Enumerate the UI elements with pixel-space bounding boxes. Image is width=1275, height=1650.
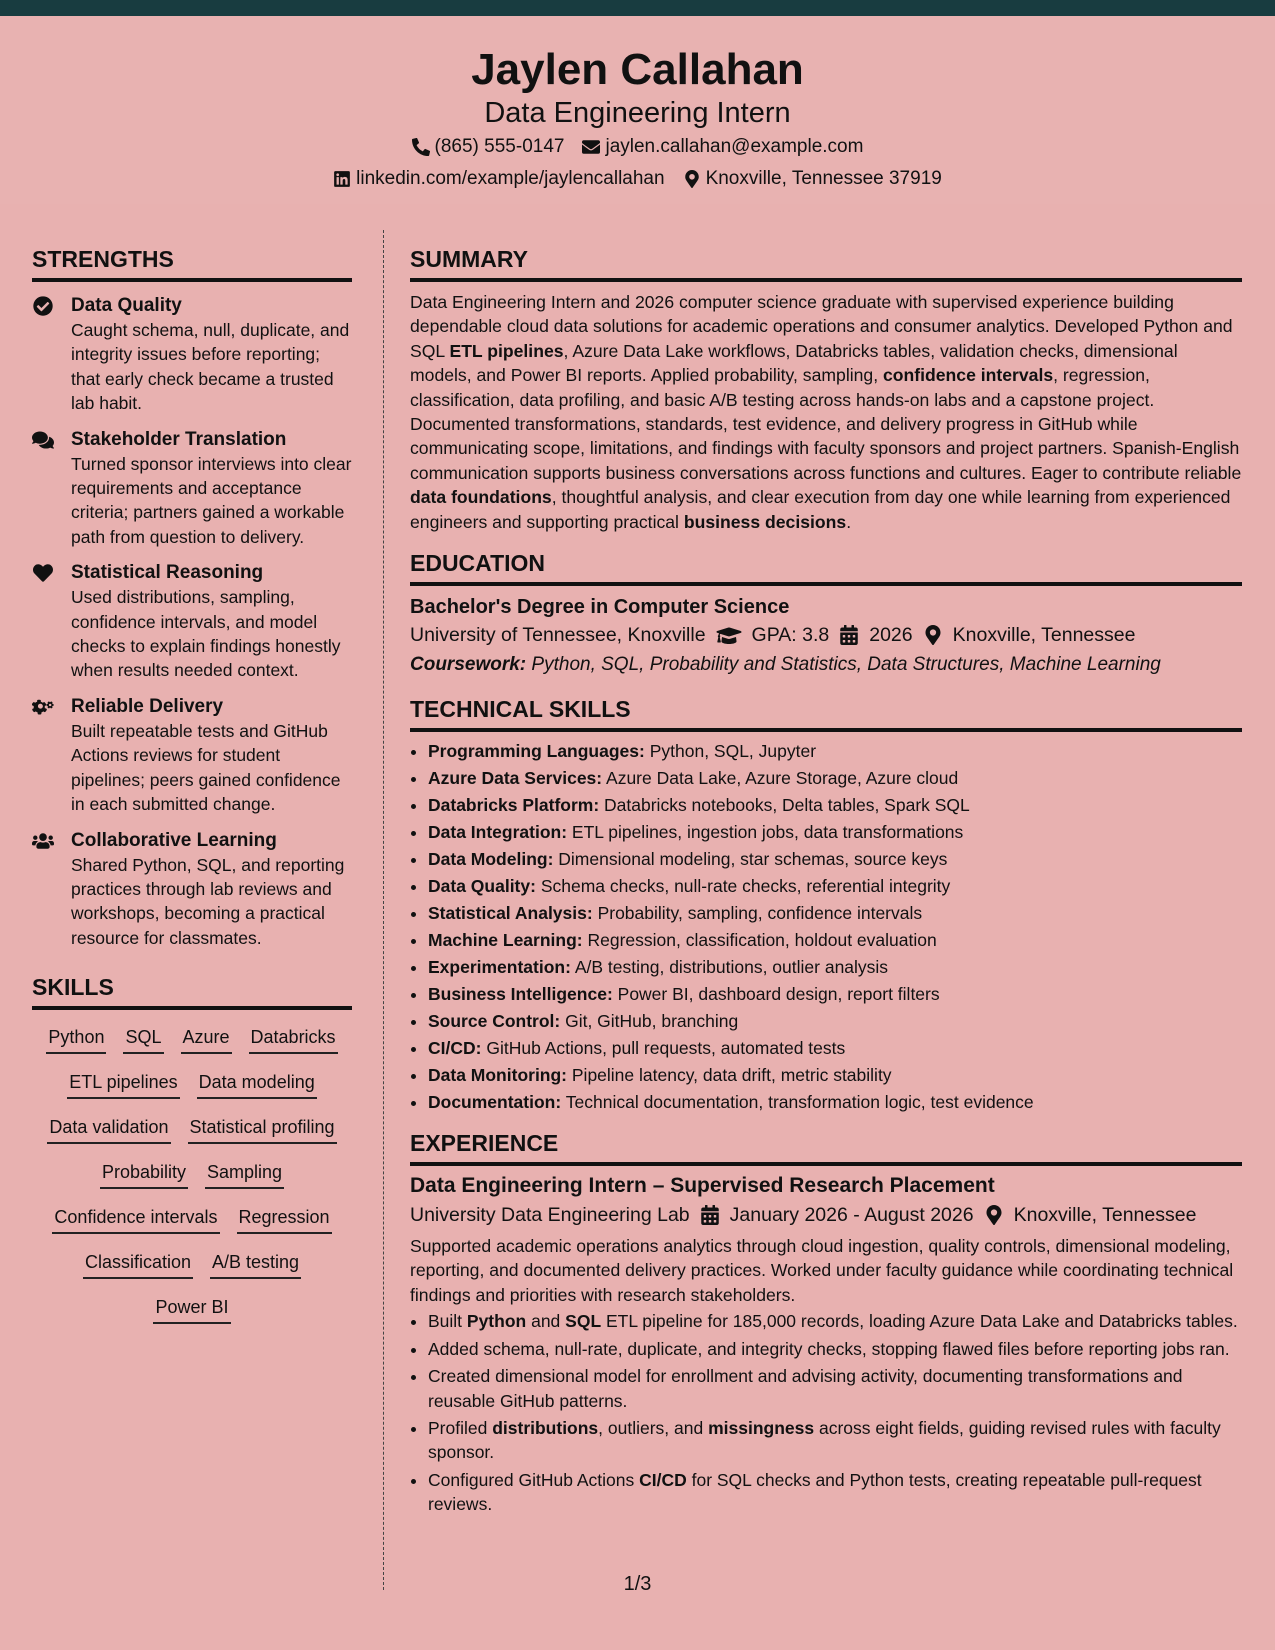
skill-chip: SQL <box>123 1025 163 1054</box>
list-item <box>428 1364 1242 1413</box>
skills-heading: SKILLS <box>32 972 352 1010</box>
skill-row <box>32 1065 352 1110</box>
skill-value: Dimensional modeling, star schemas, source keys <box>553 849 948 870</box>
phone-text: (865) 555-0147 <box>434 136 565 157</box>
skill-value: ETL pipelines, ingestion jobs, data transformations <box>567 822 964 843</box>
experience-meta <box>410 1200 1242 1230</box>
skill-row <box>32 1245 352 1290</box>
strength-item <box>32 829 352 951</box>
summary-text <box>410 290 1242 534</box>
skill-chip: Probability <box>100 1160 188 1189</box>
skill-value: Regression, classification, holdout evaluation <box>582 930 937 951</box>
strength-item <box>32 428 352 550</box>
strength-title: Data Quality <box>71 295 182 316</box>
degree-title: Bachelor's Degree in Computer Science <box>410 596 790 619</box>
coursework-list: Python, SQL, Probability and Statistics, Data Structures, Machine Learning <box>526 654 1161 676</box>
coursework-label: Coursework: <box>410 654 527 676</box>
list-item <box>428 1309 1242 1333</box>
education-heading: EDUCATION <box>410 548 1242 586</box>
list-item <box>428 900 1242 927</box>
comments-icon <box>32 430 54 450</box>
graduation-cap-icon <box>716 625 742 645</box>
bullet-bold: distributions <box>492 1417 599 1438</box>
skill-row <box>32 1155 352 1200</box>
list-item <box>428 1416 1242 1465</box>
bullet-fragment: across eight fields, guiding revised rules with faculty sponsor. <box>428 1417 1221 1463</box>
calendar-icon <box>839 625 859 645</box>
graduation-year: 2026 <box>869 624 913 647</box>
calendar-icon <box>700 1205 720 1225</box>
skill-chip: Confidence intervals <box>52 1205 219 1234</box>
strength-desc: Turned sponsor interviews into clear requirements and acceptance criteria; partners gained a workable path from question to delivery. <box>71 453 352 547</box>
contact-linkedin[interactable] <box>333 167 664 191</box>
contact-location <box>683 167 942 191</box>
map-marker-icon <box>984 1205 1004 1225</box>
skill-value: Azure Data Lake, Azure Storage, Azure cloud <box>602 768 959 789</box>
strength-desc: Caught schema, null, duplicate, and integrity issues before reporting; that early check became a trusted lab habit. <box>71 320 350 414</box>
email-text: jaylen.callahan@example.com <box>605 136 864 157</box>
employer-name: University Data Engineering Lab <box>410 1204 690 1227</box>
list-item <box>428 954 1242 981</box>
contact-row-2 <box>0 167 1275 191</box>
skill-chip: Data validation <box>47 1115 170 1144</box>
resume-header <box>0 16 1275 204</box>
summary-bold: business decisions <box>683 511 847 532</box>
education-meta <box>410 620 1242 650</box>
skill-chip: Python <box>46 1025 106 1054</box>
skill-value: GitHub Actions, pull requests, automated tests <box>481 1038 846 1059</box>
skill-chip: Azure <box>181 1025 232 1054</box>
map-marker-icon <box>923 625 943 645</box>
list-item <box>428 1089 1242 1116</box>
contact-email[interactable] <box>582 135 863 159</box>
list-item <box>428 873 1242 900</box>
bullet-fragment: Created dimensional model for enrollment and advising activity, documenting transformations and reusable GitHub patterns. <box>428 1366 1183 1411</box>
users-icon <box>32 831 54 851</box>
skill-row <box>32 1290 352 1335</box>
map-marker-icon <box>683 170 701 188</box>
skill-row <box>32 1020 352 1065</box>
bullet-bold: CI/CD <box>639 1469 687 1490</box>
coursework <box>410 650 1242 680</box>
skill-chip: Classification <box>83 1250 193 1279</box>
experience-heading: EXPERIENCE <box>410 1128 1242 1166</box>
list-item <box>428 1035 1242 1062</box>
bullet-bold: SQL <box>565 1311 602 1332</box>
bullet-bold: missingness <box>708 1417 815 1438</box>
contact-phone <box>412 135 565 159</box>
location-text: Knoxville, Tennessee 37919 <box>705 168 942 189</box>
list-item <box>428 819 1242 846</box>
check-circle-icon <box>32 296 54 316</box>
skill-chip: ETL pipelines <box>67 1070 179 1099</box>
candidate-name: Jaylen Callahan <box>471 45 804 94</box>
list-item <box>428 846 1242 873</box>
summary-fragment: , thoughtful analysis, and clear execution from day one while learning from experienced engineers and supporting practical <box>410 487 1231 532</box>
skill-value: Probability, sampling, confidence intervals <box>592 903 923 924</box>
strength-title: Stakeholder Translation <box>71 428 287 450</box>
skill-row <box>32 1200 352 1245</box>
gpa-text: GPA: 3.8 <box>751 624 830 647</box>
list-item <box>428 1062 1242 1089</box>
bullet-fragment: Profiled <box>428 1417 493 1438</box>
strength-item <box>32 695 352 817</box>
skill-chip: A/B testing <box>210 1250 301 1279</box>
linkedin-text: linkedin.com/example/jaylencallahan <box>356 168 665 189</box>
linkedin-icon <box>333 170 351 188</box>
skill-value: A/B testing, distributions, outlier analysis <box>570 957 889 978</box>
skill-chip: Statistical profiling <box>188 1115 337 1144</box>
summary-fragment: , Azure Data Lake workflows, Databricks tables, validation checks, dimensional models, and Power BI reports. Applied probability, sampling, <box>410 340 1178 386</box>
strength-title: Collaborative Learning <box>71 829 277 851</box>
bullet-fragment: , outliers, and <box>598 1417 709 1438</box>
school-name: University of Tennessee, Knoxville <box>410 624 706 647</box>
contact-row-1 <box>0 135 1275 159</box>
top-bar <box>0 0 1275 16</box>
skill-label: Machine Learning: <box>428 930 583 951</box>
list-item <box>428 927 1242 954</box>
list-item <box>428 765 1242 792</box>
cogs-icon <box>32 697 54 717</box>
skill-label: Experimentation: <box>428 957 571 978</box>
strength-desc: Used distributions, sampling, confidence intervals, and model checks to explain findings honestly when results needed context. <box>71 587 341 681</box>
skill-label: Data Modeling: <box>428 849 554 870</box>
list-item <box>428 981 1242 1008</box>
heart-icon <box>32 563 54 583</box>
list-item <box>428 1008 1242 1035</box>
summary-bold: data foundations <box>410 487 552 508</box>
bullet-fragment: Added schema, null-rate, duplicate, and integrity checks, stopping flawed files before reporting jobs ran. <box>428 1338 1230 1359</box>
summary-fragment: Data Engineering Intern and 2026 computer science graduate with supervised experience building dependable cloud data solutions for academic operations and consumer analytics. Developed Python and SQL <box>410 292 1233 361</box>
skill-label: Data Monitoring: <box>428 1065 568 1086</box>
right-column <box>410 244 1242 1520</box>
skill-chip: Power BI <box>153 1295 230 1324</box>
bullet-fragment: for SQL checks and Python tests, creating repeatable pull-request reviews. <box>428 1469 1202 1515</box>
skill-label: Source Control: <box>428 1011 561 1032</box>
skill-value: Python, SQL, Jupyter <box>644 741 817 762</box>
strength-title: Statistical Reasoning <box>71 562 264 584</box>
summary-bold: ETL pipelines <box>449 340 564 361</box>
skill-value: Git, GitHub, branching <box>560 1011 739 1032</box>
skill-label: Programming Languages: <box>428 741 645 762</box>
summary-bold: confidence intervals <box>883 365 1054 386</box>
skill-label: Statistical Analysis: <box>428 903 593 924</box>
skill-value: Schema checks, null-rate checks, referential integrity <box>535 876 951 897</box>
strengths-heading: STRENGTHS <box>32 244 352 282</box>
candidate-role: Data Engineering Intern <box>484 97 791 129</box>
left-column <box>32 244 352 1335</box>
skill-row <box>32 1110 352 1155</box>
skill-value: Pipeline latency, data drift, metric stability <box>567 1065 892 1086</box>
strength-item <box>32 561 352 683</box>
job-title: Data Engineering Intern – Supervised Research Placement <box>410 1174 995 1198</box>
skill-value: Databricks notebooks, Delta tables, Spark SQL <box>599 795 970 816</box>
column-divider <box>383 230 384 1590</box>
page-number: 1/3 <box>623 1573 652 1595</box>
skill-label: Data Integration: <box>428 822 568 843</box>
skill-label: Business Intelligence: <box>428 984 613 1005</box>
summary-heading: SUMMARY <box>410 244 1242 282</box>
skill-label: Data Quality: <box>428 876 536 897</box>
skill-chip: Regression <box>237 1205 332 1234</box>
skill-label: Documentation: <box>428 1092 562 1113</box>
strength-desc: Shared Python, SQL, and reporting practices through lab reviews and workshops, becoming a practical resource for classmates. <box>71 854 345 948</box>
bullet-fragment: Configured GitHub Actions <box>428 1469 640 1490</box>
experience-bullets <box>410 1309 1242 1516</box>
skill-value: Technical documentation, transformation logic, test evidence <box>561 1092 1034 1113</box>
skills-chips <box>32 1020 352 1335</box>
bullet-bold: Python <box>466 1311 527 1332</box>
envelope-icon <box>582 138 600 156</box>
strength-title: Reliable Delivery <box>71 695 224 717</box>
strength-item <box>32 294 352 416</box>
skill-chip: Databricks <box>249 1025 338 1054</box>
experience-location: Knoxville, Tennessee <box>1013 1204 1197 1227</box>
skill-value: Power BI, dashboard design, report filters <box>612 984 940 1005</box>
technical-skills-heading: TECHNICAL SKILLS <box>410 694 1242 732</box>
list-item <box>428 792 1242 819</box>
list-item <box>428 738 1242 765</box>
technical-skills-list <box>410 738 1242 1116</box>
skill-label: Databricks Platform: <box>428 795 600 816</box>
strength-desc: Built repeatable tests and GitHub Actions reviews for student pipelines; peers gained confidence in each submitted change. <box>71 720 341 815</box>
list-item <box>428 1337 1242 1361</box>
bullet-fragment: ETL pipeline for 185,000 records, loading Azure Data Lake and Databricks tables. <box>601 1311 1238 1332</box>
bullet-fragment: Built <box>428 1311 467 1332</box>
education-location: Knoxville, Tennessee <box>952 624 1136 647</box>
employment-dates: January 2026 - August 2026 <box>729 1204 974 1227</box>
skill-chip: Data modeling <box>197 1070 317 1099</box>
skill-label: Azure Data Services: <box>428 768 603 789</box>
skill-label: CI/CD: <box>428 1038 482 1059</box>
experience-intro: Supported academic operations analytics through cloud ingestion, quality controls, dimensional modeling, reporting, and documented delivery practices. Worked under faculty guidance while coordinating technical findings and priorities with research stakeholders. <box>410 1236 1234 1305</box>
skill-chip: Sampling <box>205 1160 284 1189</box>
summary-fragment: , regression, classification, data profiling, and basic A/B testing across hands-on labs and a capstone project. Documented transformations, standards, test evidence, and delivery progress in GitHub while communicating scope, limitations, and findings with faculty sponsors and project partners. Spanish-English communication supports business conversations across functions and cultures. Eager to contribute reliable <box>410 365 1242 483</box>
list-item <box>428 1468 1242 1517</box>
bullet-fragment: and <box>526 1311 566 1332</box>
phone-icon <box>412 138 430 156</box>
summary-fragment: . <box>846 511 852 532</box>
